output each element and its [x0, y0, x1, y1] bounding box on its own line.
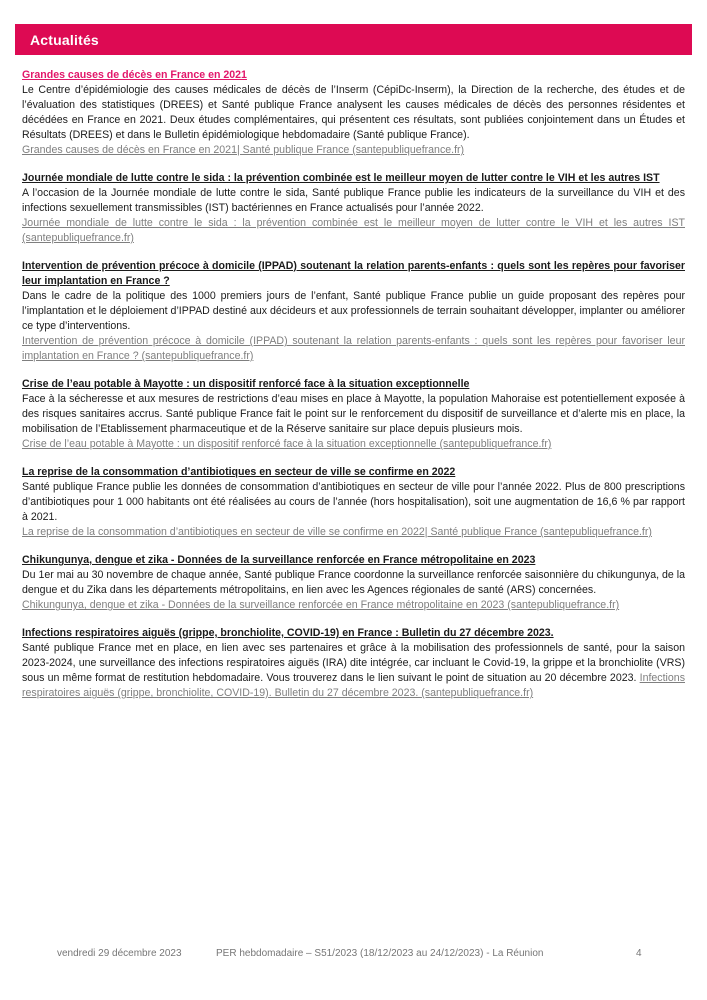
section-title: Infections respiratoires aiguës (grippe, bronchiolite, COVID-19) en France : Bulletin du 27 décembre 2023. — [22, 627, 554, 639]
section-title: Crise de l’eau potable à Mayotte : un dispositif renforcé face à la situation exceptionnelle — [22, 378, 470, 390]
footer-page-number: 4 — [636, 948, 642, 959]
section-title: La reprise de la consommation d’antibiotiques en secteur de ville se confirme en 2022 — [22, 466, 456, 478]
footer-date: vendredi 29 décembre 2023 — [57, 948, 182, 959]
section-link[interactable]: Grandes causes de décès en France en 2021| Santé publique France (santepubliquefrance.fr) — [22, 144, 465, 156]
section-body-text: Santé publique France met en place, en lien avec ses partenaires et grâce à la mobilisation des professionnels de santé, pour la saison 2023-2024, une surveillance des infections respiratoires aiguës (IRA) dite intégrée, car incluant le Covid-19, la grippe et la bronchiolite (VRS) sous un même format de restitution hebdomadaire. Vous trouverez dans le lien suivant le point de situation au 20 décembre 2023. — [22, 642, 685, 684]
section-body: Le Centre d’épidémiologie des causes médicales de décès de l’Inserm (CépiDc-Inserm), la Direction de la recherche, des études et de l’évaluation des statistiques (DREES) et Santé publique France analysent les causes médicales de décès des personnes résidentes et décédées en France en 2021. Deux études complémentaires, qui présentent ces résultats, sont publiées conjointement dans un Études et Résultats (DREES) et dans le Bulletin épidémiologique hebdomadaire (Santé publique France). — [22, 84, 685, 141]
news-section — [22, 465, 685, 540]
section-link[interactable]: Chikungunya, dengue et zika - Données de la surveillance renforcée en France métropolitaine en 2023 (santepubliquefrance.fr) — [22, 599, 620, 611]
section-title: Grandes causes de décès en France en 2021 — [22, 69, 247, 81]
news-content — [22, 68, 685, 714]
page-title: Actualités — [30, 31, 99, 48]
news-section — [22, 626, 685, 701]
news-section — [22, 553, 685, 613]
section-body: Dans le cadre de la politique des 1000 premiers jours de l’enfant, Santé publique France publie un guide proposant des repères pour l’implantation et le déploiement d’IPPAD destiné aux décideurs et aux professionnels de terrain souhaitant développer, implanter ou améliorer ce type d’interventions. — [22, 290, 685, 332]
news-section — [22, 259, 685, 364]
section-link[interactable]: Journée mondiale de lutte contre le sida : la prévention combinée est le meilleur moyen de lutter contre le VIH et les autres IST (santepubliquefrance.fr) — [22, 217, 685, 244]
news-section — [22, 171, 685, 246]
section-body: A l’occasion de la Journée mondiale de lutte contre le sida, Santé publique France publie les indicateurs de la surveillance du VIH et des infections sexuellement transmissibles (IST) bactériennes en France actualisés pour l’année 2022. — [22, 187, 685, 214]
section-link[interactable]: Infections respiratoires aiguës (grippe, bronchiolite, COVID-19). Bulletin du 27 décembre 2023. (santepubliquefrance.fr) — [22, 672, 685, 699]
section-body: Face à la sécheresse et aux mesures de restrictions d’eau mises en place à Mayotte, la population Mahoraise est potentiellement exposée à des risques sanitaires accrus. Santé publique France fait le point sur le renforcement du dispositif de surveillance et d’alerte mis en place, la mobilisation de l’Etablissement pharmaceutique et de la Réserve sanitaire sur place depuis plusieurs mois. — [22, 393, 685, 435]
section-title: Intervention de prévention précoce à domicile (IPPAD) soutenant la relation parents-enfants : quels sont les repères pour favoriser leur implantation en France ? — [22, 260, 685, 287]
section-link[interactable]: La reprise de la consommation d’antibiotiques en secteur de ville se confirme en 2022| Santé publique France (santepubliquefrance.fr) — [22, 526, 652, 538]
section-link[interactable]: Crise de l’eau potable à Mayotte : un dispositif renforcé face à la situation exceptionnelle (santepubliquefrance.fr) — [22, 438, 552, 450]
section-link[interactable]: Intervention de prévention précoce à domicile (IPPAD) soutenant la relation parents-enfants : quels sont les repères pour favoriser leur implantation en France ? (santepubliquefrance.fr) — [22, 335, 685, 362]
section-title: Journée mondiale de lutte contre le sida : la prévention combinée est le meilleur moyen de lutter contre le VIH et les autres IST — [22, 172, 660, 184]
section-title: Chikungunya, dengue et zika - Données de la surveillance renforcée en France métropolitaine en 2023 — [22, 554, 536, 566]
news-section — [22, 68, 685, 158]
section-header-bar — [15, 24, 692, 55]
footer-document-title: PER hebdomadaire – S51/2023 (18/12/2023 au 24/12/2023) - La Réunion — [216, 948, 544, 959]
news-section — [22, 377, 685, 452]
section-body-with-inline-link — [22, 641, 685, 701]
section-body: Santé publique France publie les données de consommation d’antibiotiques en secteur de ville pour l’année 2022. Plus de 800 prescriptions d’antibiotiques pour 1 000 habitants ont été réalisées au cours de l’année (hors hospitalisation), soit une augmentation de 16,6 % par rapport à 2021. — [22, 481, 685, 523]
section-body: Du 1er mai au 30 novembre de chaque année, Santé publique France coordonne la surveillance renforcée saisonnière du chikungunya, de la dengue et du Zika dans les départements métropolitains, en lien avec les Agences régionales de santé (ARS) concernées. — [22, 569, 685, 596]
